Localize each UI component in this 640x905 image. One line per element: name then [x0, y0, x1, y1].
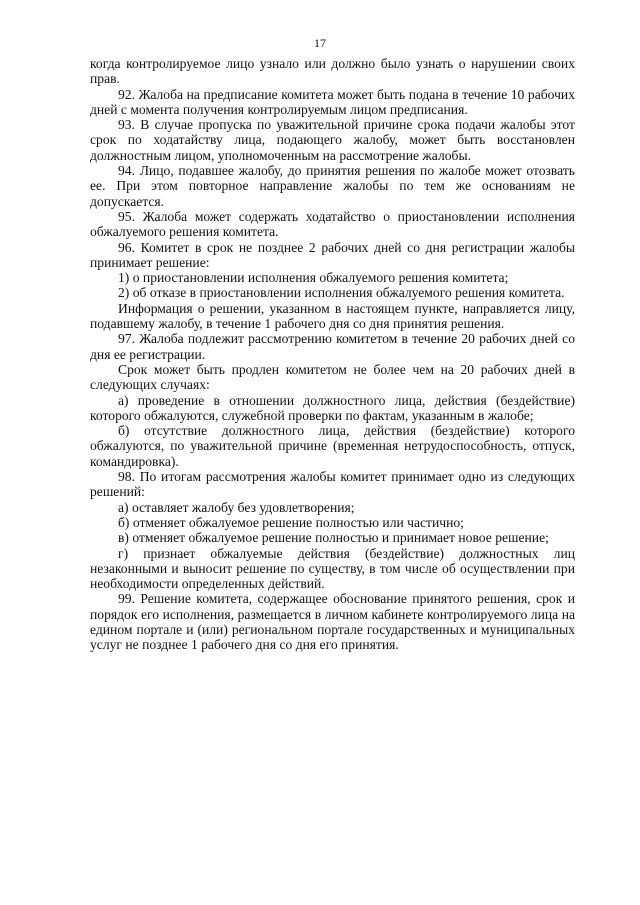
paragraph-93: 93. В случае пропуска по уважительной причине срока подачи жалобы этот срок по ходатайству лица, подающего жалобу, может быть восстановлен должностным лицом, уполномоченным на рассмотрение жалобы. [90, 117, 575, 163]
paragraph-95: 95. Жалоба может содержать ходатайство о приостановлении исполнения обжалуемого решения комитета. [90, 208, 575, 240]
paragraph-96-info: Информация о решении, указанном в настоящем пункте, направляется лицу, подавшему жалобу, в течение 1 рабочего дня со дня принятия решения. [90, 300, 575, 332]
paragraph-92: 92. Жалоба на предписание комитета может быть подана в течение 10 рабочих дней с момента получения контролируемым лицом предписания. [90, 86, 575, 117]
paragraph-96-item-1: 1) о приостановлении исполнения обжалуемого решения комитета; [118, 270, 509, 286]
paragraph-97-extension: Срок может быть продлен комитетом не более чем на 20 рабочих дней в следующих случаях: [90, 361, 575, 393]
paragraph-97: 97. Жалоба подлежит рассмотрению комитетом в течение 20 рабочих дней со дня ее регистрации. [90, 331, 575, 362]
paragraph-94: 94. Лицо, подавшее жалобу, до принятия решения по жалобе может отозвать ее. При этом повторное направление жалобы по тем же основаниям не допускается. [90, 163, 575, 209]
paragraph-98: 98. По итогам рассмотрения жалобы комитет принимает одно из следующих решений: [90, 469, 575, 500]
paragraph-continuation: когда контролируемое лицо узнало или должно было узнать о нарушении своих прав. [90, 56, 575, 87]
paragraph-97-item-b: б) отсутствие должностного лица, действия (бездействие) которого обжалуются, по уважительной причине (временная нетрудоспособность, отпуск, командировка). [90, 423, 575, 469]
paragraph-98-item-a: а) оставляет жалобу без удовлетворения; [118, 499, 355, 515]
page-number: 17 [314, 36, 326, 50]
paragraph-98-item-b: б) отменяет обжалуемое решение полностью или частично; [118, 514, 464, 530]
document-body [90, 56, 575, 653]
paragraph-98-item-g: г) признает обжалуемые действия (бездействие) должностных лиц незаконными и выносит решение по существу, в том числе об осуществлении при необходимости определенных действий. [90, 545, 575, 592]
paragraph-96: 96. Комитет в срок не позднее 2 рабочих дней со дня регистрации жалобы принимает решение: [90, 239, 575, 270]
paragraph-98-item-v: в) отменяет обжалуемое решение полностью и принимает новое решение; [118, 530, 549, 546]
paragraph-96-item-2: 2) об отказе в приостановлении исполнения обжалуемого решения комитета. [118, 285, 565, 301]
paragraph-97-item-a: а) проведение в отношении должностного лица, действия (бездействие) которого обжалуются, служебной проверки по фактам, указанным в жалобе; [90, 392, 575, 423]
paragraph-99: 99. Решение комитета, содержащее обоснование принятого решения, срок и порядок его исполнения, размещается в личном кабинете контролируемого лица на едином портале и (или) региональном портале государственных и муниципальных услуг не позднее 1 рабочего дня со дня его принятия. [90, 591, 575, 653]
